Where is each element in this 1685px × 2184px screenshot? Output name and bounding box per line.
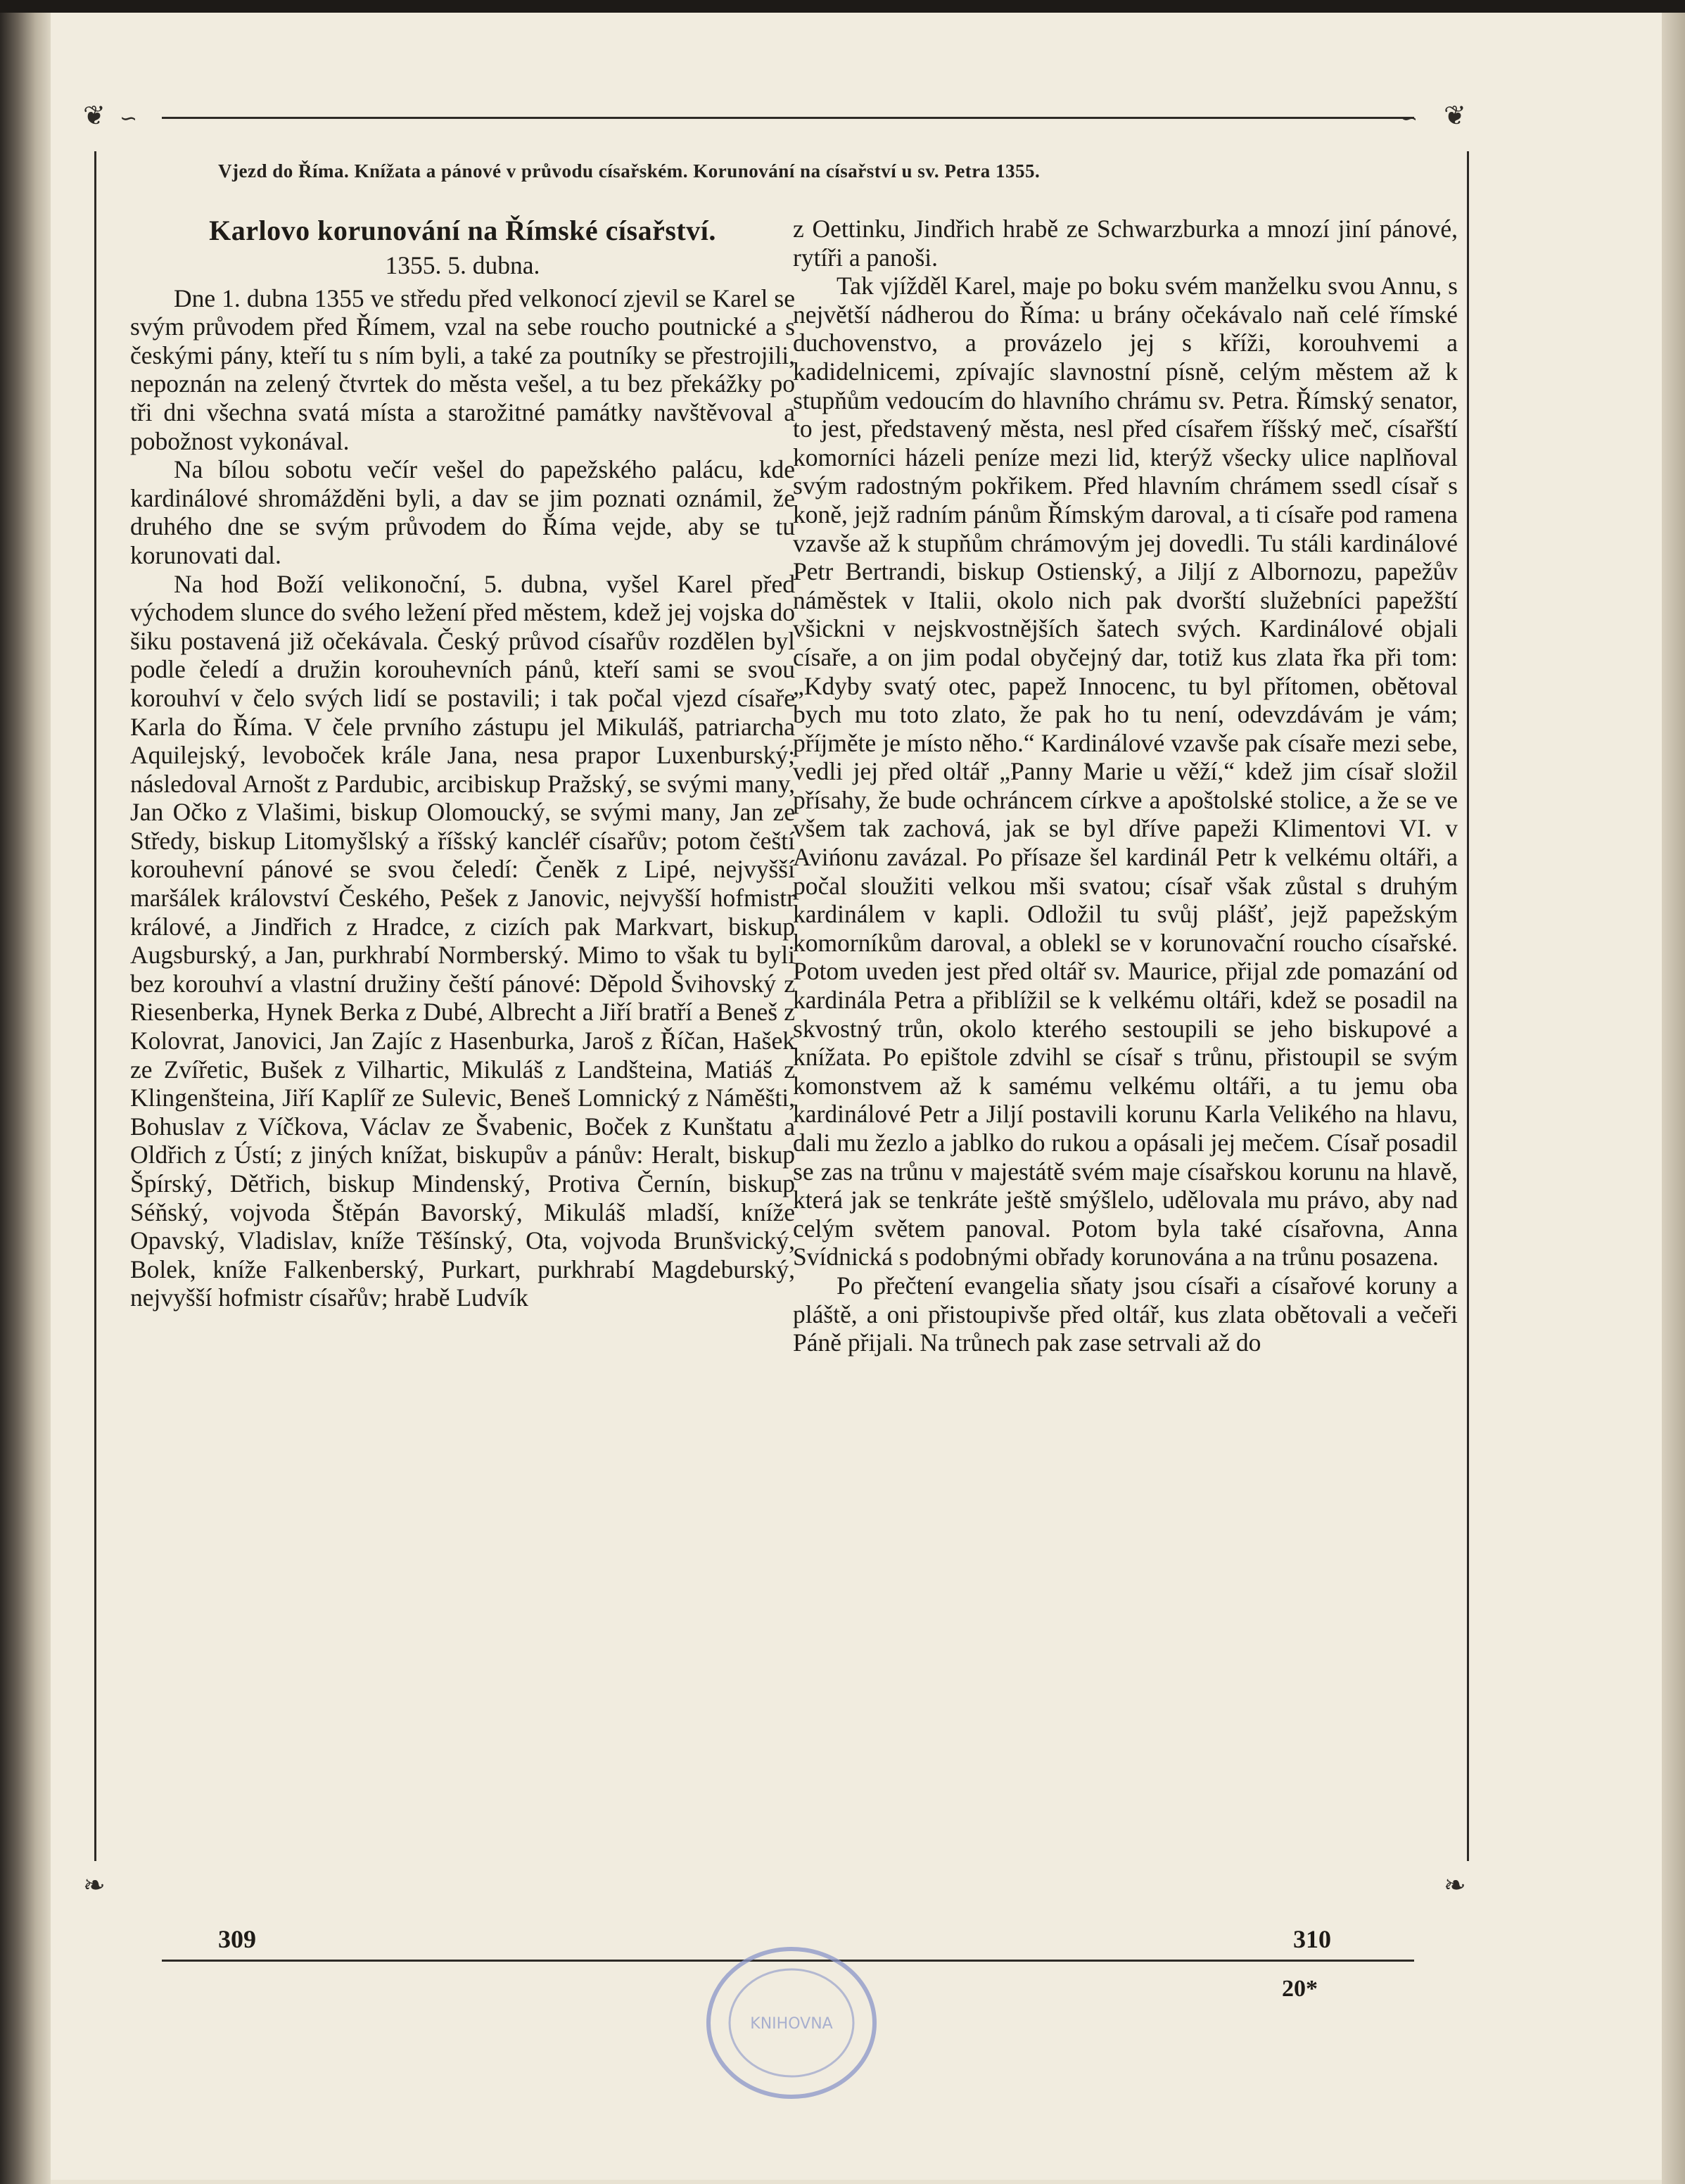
page-number-left: 309 — [218, 1925, 256, 1953]
article-title: Karlovo korunování na Římské císařství. — [209, 215, 716, 246]
frame-left-rule — [94, 151, 96, 1861]
running-header: Vjezd do Říma. Knížata a pánové v průvodu císařském. Korunování na císařství u sv. Petra 1355. — [218, 160, 1041, 182]
page-right-edge — [1662, 13, 1685, 2184]
scroll-ornament-icon: ∽ — [1400, 106, 1418, 131]
article-date: 1355. 5. dubna. — [385, 251, 540, 279]
corner-ornament-top-right-icon: ❦ — [1444, 100, 1466, 131]
paragraph: Po přečtení evangelia sňaty jsou císaři a císařové koruny a pláště, a oni přistoupivše před oltář, kus zlata obětovali a večeři Páně přijali. Na trůnech pak zase setrvali až do — [793, 1271, 1458, 1357]
corner-ornament-bottom-left-icon: ❧ — [83, 1869, 106, 1900]
frame-right-rule — [1467, 151, 1469, 1861]
scan-top-edge — [0, 0, 1685, 13]
stamp-text: KNIHOVNA — [750, 2015, 833, 2033]
paragraph: Na bílou sobotu večír vešel do papežského palácu, kde kardinálové shromážděni byli, a dav se jim poznati oznámil, že druhého dne se svým průvodem do Říma vejde, aby se tu korunovati dal. — [130, 455, 795, 569]
page-number-right: 310 — [1293, 1925, 1331, 1953]
corner-ornament-bottom-right-icon: ❧ — [1444, 1869, 1466, 1900]
paragraph: Tak vjížděl Karel, maje po boku svém manželku svou Annu, s největší nádherou do Říma: u brány očekávalo naň celé římské duchovenstvo, a provázelo jej s kříži, korouhvemi a kadidelnicemi, zpívajíc slavnostní písně, celým městem až k stupňům vedoucím do hlavního chrámu sv. Petra. Římský senator, to jest, představený města, nesl před císařem říšský meč, císařští komorníci házeli peníze mezi lid, kterýž všecky ulice naplňoval svým radostným pokřikem. Před hlavním chrámem ssedl císař s koně, jejž radním pánům Římským daroval, a ti císaře pod ramena vzavše až k stupňům chrámovým jej dovedli. Tu stáli kardinálové Petr Bertrandi, biskup Ostienský, a Jiljí z Albornozu, papežův náměstek v Italii, okolo nich pak dvorští služebníci papežští všickni v nejskvostnějších šatech svých. Kardinálové objali císaře, a on jim podal obyčejný dar, totiž kus zlata řka při tom: „Kdyby svatý otec, papež Innocenc, tu byl přítomen, obětoval bych mu toto zlato, že pak ho tu není, odevzdávám je vám; příjměte je místo něho.“ Kardinálové vzavše pak císaře mezi sebe, vedli jej před oltář „Panny Marie u věží,“ kdež jim císař složil přísahy, že bude ochráncem církve a apoštolské stolice, a že se ve všem tak zachová, jak se byl dříve papeži Klimentovi VI. v Avińonu zavázal. Po přísaze šel kardinál Petr k velkému oltáři, a počal sloužiti velkou mši svatou; císař však zůstal s druhým kardinálem v kapli. Odložil tu svůj plášť, jejž papežským komorníkům daroval, a oblekl se v korunovační roucho císařské. Potom uveden jest před oltář sv. Maurice, přijal zde pomazání od kardinála Petra a přiblížil se k velkému oltáři, kdež se posadil na skvostný trůn, okolo kterého sestoupili se jeho biskupové a knížata. Po epištole zdvihl se císař s trůnu, přistoupil se svým komonstvem až k samému velkému oltáři, a tu jemu oba kardinálové Petr a Jiljí postavili korunu Karla Velikého na hlavu, dali mu žezlo a jablko do rukou a opásali jej mečem. Císař posadil se zas na trůnu v majestátě svém maje císařskou korunu na hlavě, která jak se tenkráte ještě smýšlelo, udělovala mu právo, aby nad celým světem panoval. Potom byla také císařovna, Anna Svídnická s podobnými obřady korunována a na trůnu posazena. — [793, 272, 1458, 1271]
right-column — [793, 215, 1458, 1357]
frame-top-rule — [162, 117, 1414, 119]
paragraph-continued: z Oettinku, Jindřich hrabě ze Schwarzburka a mnozí jiní pánové, rytíři a panoši. — [793, 215, 1458, 272]
paragraph: Dne 1. dubna 1355 ve středu před velkonocí zjevil se Karel se svým průvodem před Římem, vzal na sebe roucho poutnické a s českými pány, kteří tu s ním byli, a také za poutníky se přestrojili, nepoznán na zelený čtvrtek do města vešel, a tu bez překážky po tři dni všechna svatá místa a starožitné památky navštěvoval a pobožnost vykonával. — [130, 284, 795, 455]
library-stamp — [686, 1938, 897, 2107]
book-binding-shadow — [0, 0, 51, 2184]
scroll-ornament-icon: ∽ — [120, 106, 138, 131]
corner-ornament-top-left-icon: ❦ — [83, 100, 106, 131]
left-column — [130, 215, 795, 1312]
paragraph: Na hod Boží velikonoční, 5. dubna, vyšel Karel před východem slunce do svého ležení před městem, kdež jej vojska do šiku postavená již očekávala. Český průvod císařův rozdělen byl podle čeledí a družin korouhevních pánů, kteří sami se svou korouhví v čelo svých lidí se postavili; i tak počal vjezd císaře Karla do Říma. V čele prvního zástupu jel Mikuláš, patriarcha Aquilejský, levoboček krále Jana, nesa prapor Luxenburský; následoval Arnošt z Pardubic, arcibiskup Pražský, se svými many, Jan Očko z Vlašimi, biskup Olomoucký, se svými many, Jan ze Středy, biskup Litomyšlský a říšský kancléř císařův; potom čeští korouhevní pánové se svou čeledí: Čeněk z Lipé, nejvyšší maršálek království Českého, Pešek z Janovic, nejvyšší hofmistr králové, a Jindřich z Hradce, z cizích pak Markvart, biskup Augsburský, a Jan, purkhrabí Normberský. Mimo to však tu byli bez korouhví a vlastní družiny čeští pánové: Děpold Švihovský z Riesenberka, Hynek Berka z Dubé, Albrecht a Jiří bratří a Beneš z Kolovrat, Janovici, Jan Zajíc z Hasenburka, Jaroš z Říčan, Hašek ze Zvířetic, Bušek z Vilhartic, Mikuláš z Landšteina, Matiáš z Klingenšteina, Jiří Kaplíř ze Sulevic, Beneš Lomnický z Náměšti, Bohuslav z Víčkova, Václav ze Švabenic, Boček z Kunštatu a Oldřich z Ústí; z jiných knížat, biskupův a pánův: Heralt, biskup Špírský, Dětřich, biskup Mindenský, Protiva Černín, biskup Séňský, vojvoda Štěpán Bavorský, Mikuláš mladší, kníže Opavský, Vladislav, kníže Těšínský, Ota, vojvoda Brunšvický, Bolek, kníže Falkenberský, Purkart, purkhrabí Magdeburský, nejvyšší hofmistr císařův; hrabě Ludvík — [130, 569, 795, 1312]
signature-mark: 20* — [1282, 1976, 1318, 2002]
